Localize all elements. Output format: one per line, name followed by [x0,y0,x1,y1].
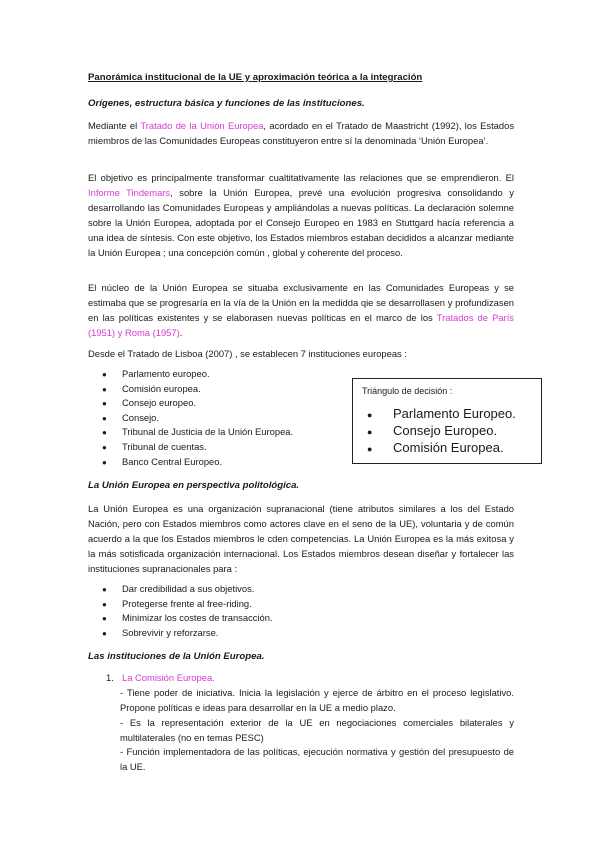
bullet: ● [102,428,107,438]
reasons-list [102,582,273,640]
list-item-text: Comisión Europea. [393,440,504,455]
bullet: ● [102,384,107,394]
bullet: ● [367,444,373,454]
bullet: ● [102,413,107,423]
list-number: 1. [106,672,114,683]
link-tratados-paris-roma[interactable]: Tratados de París (1951) y Roma (1957) [88,312,514,338]
decision-triangle-title: Triángulo de decisión : [362,386,453,396]
text: , sobre la Unión Europea, prevé una evolución progresiva consolidando y desarrollando las Comunidades Europeas y ampliándolas a nuevas políticas. La declaración solemne sobre la Unión Europea, adoptada por el Consejo Europeo en 1983 en Stuttgard hacía referencia a una idea de síntesis. Con este objetivo, los Estados miembros estaban decididos a alcanzar mediante la Unión Europea ; una concepción común , global y coherente del proceso. [88,187,514,258]
list-item [102,597,273,612]
list-item-text: Consejo Europeo. [393,423,498,438]
commission-point: - Tiene poder de iniciativa. Inicia la legislación y ejerce de árbitro en el proceso legislativo. Propone políticas e ideas para desarrollar en la UE a medio plazo. [120,687,514,713]
list-item [367,405,516,422]
list-item-text: Sobrevivir y reforzarse. [122,626,219,638]
paragraph-lisbon: Desde el Tratado de Lisboa (2007) , se establecen 7 instituciones europeas : [88,348,407,359]
commission-point: - Función implementadora de las políticas, ejecución normativa y gestión del presupuesto de la UE. [120,746,514,772]
paragraph-objective [88,170,514,260]
list-item [102,455,293,470]
list-item-text: Tribunal de cuentas. [122,440,207,452]
commission-point: - Es la representación exterior de la UE en negociaciones comerciales bilaterales y multilaterales (no en temas PESC) [120,717,514,743]
list-item [102,411,293,426]
bullet: ● [102,399,107,409]
bullet: ● [102,585,107,594]
list-item-text: Banco Central Europeo. [122,455,223,467]
list-item-text: Consejo. [122,411,160,423]
section-heading-origins: Orígenes, estructura básica y funciones de las instituciones. [88,98,365,109]
bullet: ● [367,427,373,437]
list-item [102,382,293,397]
text: . [179,327,183,338]
list-item-text: Consejo europeo. [122,397,197,409]
bullet: ● [102,442,107,452]
link-tratado-union-europea[interactable]: Tratado de la Unión Europea [140,120,264,131]
bullet: ● [102,628,107,638]
decision-triangle-list [367,405,516,456]
link-comision-europea[interactable]: La Comisión Europea. [122,672,215,683]
bullet: ● [367,410,373,420]
list-item [102,396,293,411]
paragraph-treaty [88,118,514,148]
link-informe-tindemars[interactable]: Informe Tindemars [88,187,171,198]
text: , acordado en el Tratado de Maastricht (1992), los Estados miembros de las Comunidades Europeas constituyeron entre sí la denominada ‘Unión Europea’. [88,120,515,146]
paragraph-nucleus [88,280,514,340]
list-item [102,440,293,455]
list-item [102,582,273,597]
section-heading-politology: La Unión Europea en perspectiva politológica. [88,480,300,491]
list-item-text: Minimizar los costes de transacción. [122,612,273,624]
list-item [102,425,293,440]
bullet: ● [102,457,107,467]
commission-heading [106,672,215,683]
list-item [102,626,273,641]
institutions-list [102,367,293,469]
bullet: ● [102,599,107,609]
paragraph-supranational: La Unión Europea es una organización supranacional (tiene atributos similares a los del Estado Nación, pero con Estados miembros como actores clave en el seno de la UE), voluntaria y de común acuerdo a la que los Estados miembros le cden competencias. La Unión Europea es la más exitosa y la más sotisficada organización internacional. Los Estados miembros desean diseñar y fortalecer las instituciones supranacionales para : [88,503,514,574]
bullet: ● [102,614,107,624]
page-title: Panorámica institucional de la UE y aproximación teórica a la integración [88,72,423,83]
list-item [367,439,516,456]
list-item-text: Parlamento europeo. [122,368,210,379]
list-item-text: Dar credibilidad a sus objetivos. [122,583,255,594]
list-item [102,611,273,626]
list-item-text: Protegerse frente al free-riding. [122,597,252,609]
text: El núcleo de la Unión Europea se situaba exclusivamente en las Comunidades Europeas y se estimaba que se progresaría en la vía de la Unión en la medidda qie se desarrollasen y profundizasen en las políticas existentes y se elaborasen nuevas políticas en el marco de los [88,282,514,323]
decision-triangle-box [352,378,542,464]
list-item-text: Tribunal de Justicia de la Unión Europea. [122,426,294,438]
bullet: ● [102,370,107,379]
list-item-text: Comisión europea. [122,382,201,394]
list-item-text: Parlamento Europeo. [393,406,516,421]
text: El objetivo es principalmente transformar cualtitativamente las relaciones que se emprendieron. El [88,172,514,183]
section-heading-institutions: Las instituciones de la Unión Europea. [88,651,265,662]
list-item [102,367,293,382]
text: Mediante el [88,120,141,131]
list-item [367,422,516,439]
